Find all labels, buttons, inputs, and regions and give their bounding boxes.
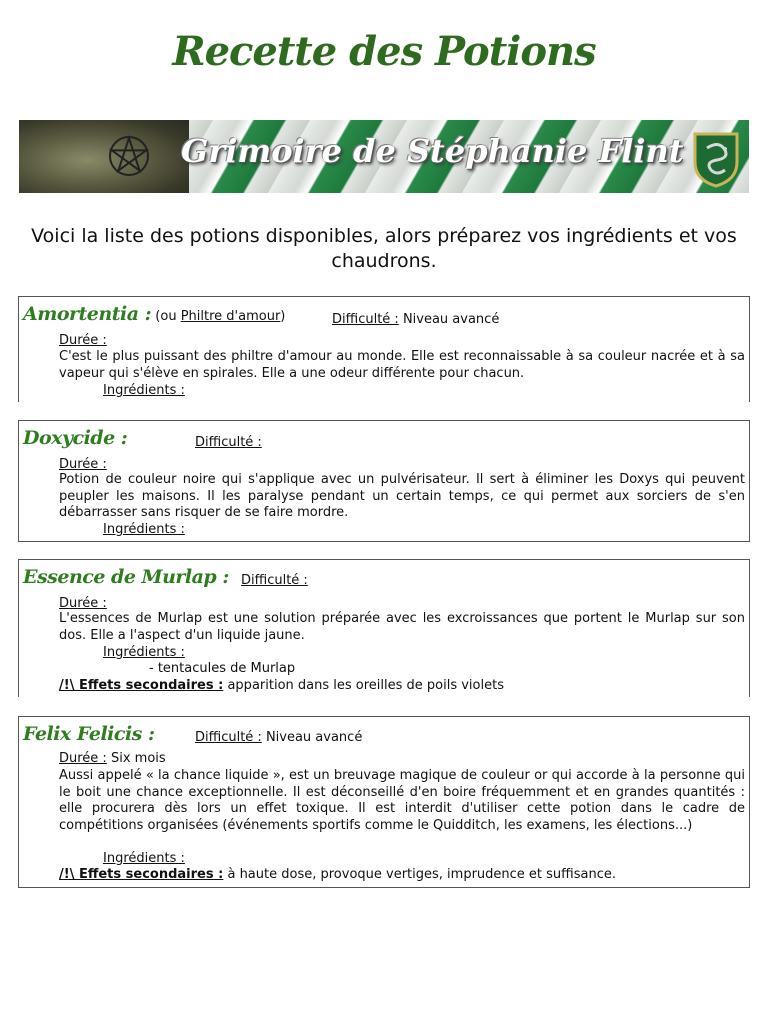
- duration-value: Six mois: [110, 751, 166, 766]
- potion-header: [23, 566, 229, 588]
- difficulty-row: [332, 312, 499, 328]
- difficulty-value: Niveau avancé: [402, 312, 500, 327]
- difficulty-label: Difficulté :: [241, 573, 308, 588]
- side-effects-value: à haute dose, provoque vertiges, imprudence et suffisance.: [227, 867, 616, 882]
- duration-label: Durée :: [59, 457, 107, 472]
- potion-name: Felix Felicis :: [23, 723, 155, 745]
- potion-card-doxycide: [18, 420, 750, 542]
- alias-suffix: ): [280, 309, 286, 324]
- duration-row: [59, 333, 107, 349]
- duration-label: Durée :: [59, 596, 107, 611]
- ingredients-row: [103, 383, 185, 399]
- duration-label: Durée :: [59, 333, 107, 348]
- potion-description: C'est le plus puissant des philtre d'amour au monde. Elle est reconnaissable à sa couleur nacrée et à sa vapeur qui s'élève en spirales. Elle a une odeur différente pour chacun.: [59, 349, 745, 381]
- side-effects-row: [59, 678, 504, 694]
- duration-row: [59, 596, 107, 612]
- ingredients-row: [103, 522, 185, 538]
- grimoire-banner: [19, 120, 749, 193]
- potion-header: [23, 723, 155, 745]
- difficulty-row: [241, 573, 308, 589]
- duration-row: [59, 751, 166, 767]
- potion-name: Amortentia :: [23, 303, 152, 325]
- difficulty-label: Difficulté :: [332, 312, 399, 327]
- potion-description: Aussi appelé « la chance liquide », est un breuvage magique de couleur or qui accorde à la personne qui le boit une chance exceptionnelle. Il est déconseillé d'en boire fréquemment et en grandes quantités : elle procurera dès lors un effet toxique. Il est interdit d'utiliser cette potion dans le cadre de compétitions organisées (événements sportifs comme le Quidditch, les examens, les élections...): [59, 768, 745, 833]
- potion-description: Potion de couleur noire qui s'applique avec un pulvérisateur. Il sert à éliminer les Doxys qui peuvent peupler les maisons. Il les paralyse pendant un certain temps, ce qui permet aux sorciers de s'en débarrasser sans risquer de se faire mordre.: [59, 472, 745, 520]
- potion-card-amortentia: [18, 296, 750, 402]
- difficulty-row: [195, 435, 262, 451]
- intro-text: Voici la liste des potions disponibles, alors préparez vos ingrédients et vos chaudrons.: [31, 225, 737, 272]
- side-effects-value: apparition dans les oreilles de poils violets: [227, 678, 504, 693]
- pentagram-icon: [107, 134, 151, 178]
- ingredients-label: Ingrédients :: [103, 851, 185, 866]
- potion-name: Essence de Murlap :: [23, 566, 229, 588]
- slytherin-crest-icon: [689, 126, 743, 188]
- potion-card-felix-felicis: [18, 716, 750, 888]
- duration-label: Durée :: [59, 751, 107, 766]
- alias-link[interactable]: Philtre d'amour: [180, 309, 281, 324]
- ingredients-row: [103, 851, 185, 867]
- potion-name: Doxycide :: [23, 427, 128, 449]
- side-effects-label: /!\ Effets secondaires :: [59, 678, 224, 693]
- ingredients-label: Ingrédients :: [103, 522, 185, 537]
- difficulty-label: Difficulté :: [195, 435, 262, 450]
- ingredients-label: Ingrédients :: [103, 383, 185, 398]
- difficulty-value: Niveau avancé: [265, 730, 363, 745]
- alias-prefix: (ou: [155, 309, 181, 324]
- potion-header: [23, 303, 285, 325]
- ingredients-row: [103, 645, 185, 661]
- side-effects-label: /!\ Effets secondaires :: [59, 867, 224, 882]
- potion-card-murlap: [18, 559, 750, 697]
- spellbook-image: [19, 120, 189, 193]
- ingredient-item: - tentacules de Murlap: [149, 661, 296, 676]
- duration-row: [59, 457, 107, 473]
- page-title: Recette des Potions: [172, 28, 596, 75]
- side-effects-row: [59, 867, 616, 883]
- ingredients-label: Ingrédients :: [103, 645, 185, 660]
- difficulty-row: [195, 730, 362, 746]
- difficulty-label: Difficulté :: [195, 730, 262, 745]
- potion-description: L'essences de Murlap est une solution préparée avec les excroissances que portent le Murlap sur son dos. Elle a l'aspect d'un liquide jaune.: [59, 611, 745, 643]
- potion-header: [23, 427, 127, 449]
- banner-title: Grimoire de Stéphanie Flint: [181, 132, 684, 170]
